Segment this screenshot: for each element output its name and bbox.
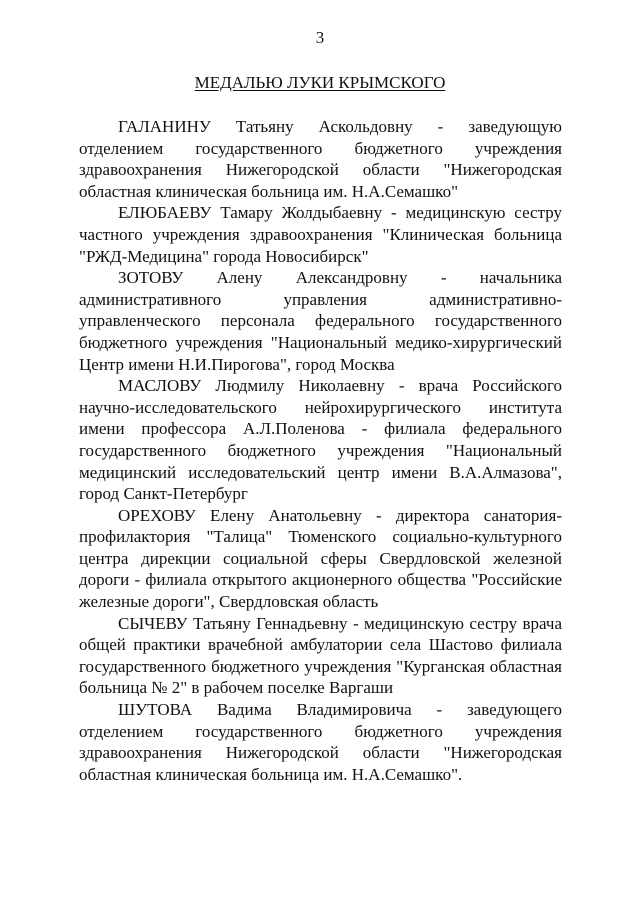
- award-entry-sycheva: СЫЧЕВУ Татьяну Геннадьевну - медицинскую сестру врача общей практики врачебной амбулатории села Шастово филиала государственного бюджетного учреждения "Курганская областная больница № 2" в рабочем поселке Варгаши: [79, 613, 562, 698]
- award-entry-maslova: МАСЛОВУ Людмилу Николаевну - врача Российского научно-исследовательского нейрохирургического института имени профессора А.Л.Поленова - филиала федерального государственного бюджетного учреждения "Национальный медицинский исследовательский центр имени В.А.Алмазова", город Санкт-Петербург: [79, 376, 562, 504]
- award-entry-galanina: ГАЛАНИНУ Татьяну Аскольдовну - заведующую отделением государственного бюджетного учреждения здравоохранения Нижегородской области "Нижегородская областная клиническая больница им. Н.А.Семашко": [79, 117, 562, 201]
- page-number: 3: [315, 28, 325, 47]
- award-entry-orekhova: ОРЕХОВУ Елену Анатольевну - директора санатория-профилактория "Талица" Тюменского социально-культурного центра дирекции социальной сферы Свердловской железной дороги - филиала открытого акционерного общества "Российские железные дороги", Свердловская область: [79, 505, 562, 612]
- section-title-text: МЕДАЛЬЮ ЛУКИ КРЫМСКОГО: [194, 73, 446, 92]
- award-entry-zotova: ЗОТОВУ Алену Александровну - начальника административного управления административно-управленческого персонала федерального государственного бюджетного учреждения "Национальный медико-хирургический Центр имени Н.И.Пирогова", город Москва: [79, 268, 562, 374]
- section-title: [0, 73, 640, 93]
- award-list: [79, 116, 562, 785]
- award-entry-elyubaeva: ЕЛЮБАЕВУ Тамару Жолдыбаевну - медицинскую сестру частного учреждения здравоохранения "Клиническая больница "РЖД-Медицина" города Новосибирск": [79, 203, 562, 266]
- award-entry-shutov: ШУТОВА Вадима Владимировича - заведующего отделением государственного бюджетного учреждения здравоохранения Нижегородской области "Нижегородская областная клиническая больница им. Н.А.Семашко".: [79, 700, 562, 784]
